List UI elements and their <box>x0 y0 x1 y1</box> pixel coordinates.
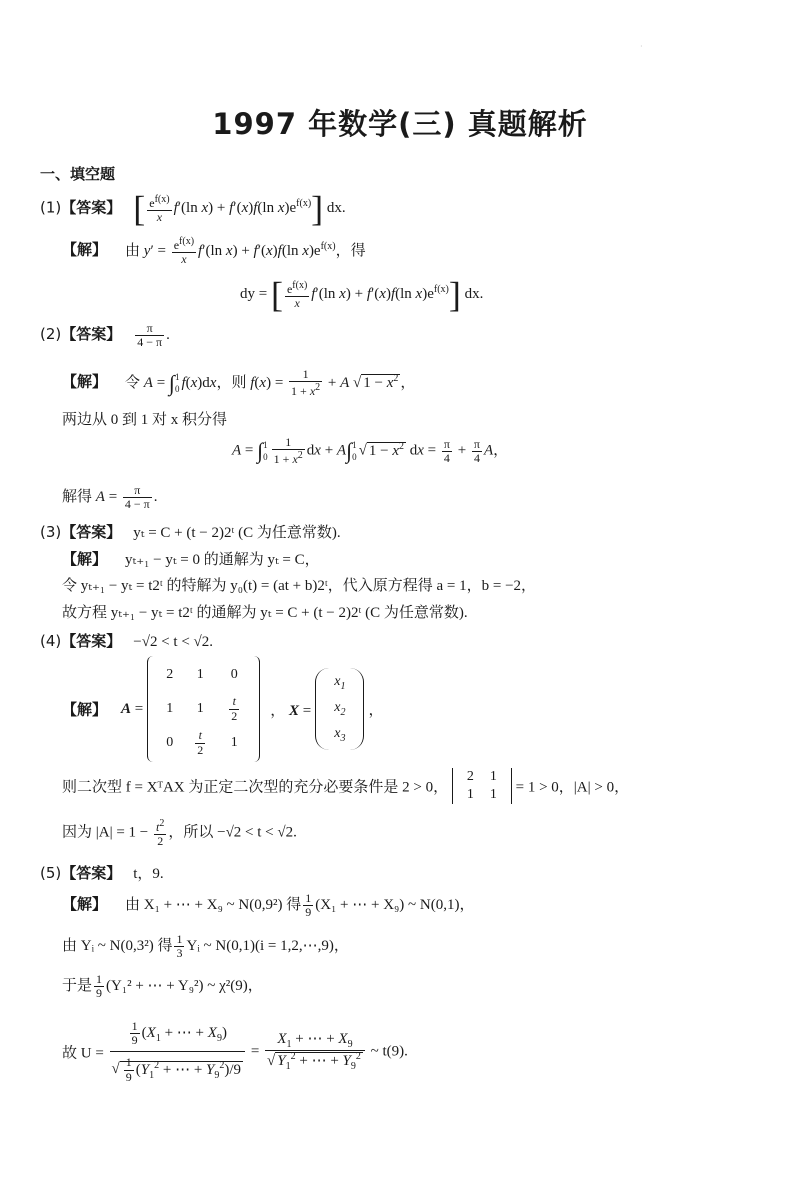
q4-condition-line: 则二次型 f = XᵀAX 为正定二次型的充分必要条件是 2 > 0， 2 1 1 1 = 1 > 0，|A| > 0， <box>62 769 630 802</box>
q5-number: (5) <box>40 864 62 882</box>
q4-number: (4) <box>40 632 62 650</box>
q2-answer-line <box>40 322 170 349</box>
q2-integral-eq: A = ∫1 0 $\frac{1}{1 + x^2}$ dx + A∫1 0 √ $1 - x^2$ dx = $\frac{\pi}{4}$ + $\frac{\pi}{4}$ A， <box>232 435 509 467</box>
q4-answer-text: −√2 < t < √2. <box>133 634 214 650</box>
q1-dy-line: dy = [ $\frac{e^{f(x)}}{x}$ f′(ln x) + f′(x)f(ln $x)e^{f(x)}$] dx. <box>240 275 484 315</box>
q5-solution-line2: 由 Yᵢ ~ N(0,3²) 得 $\frac{1}{3}$ Yᵢ ~ N(0,1)(i = 1,2,⋯,9)， <box>62 932 349 961</box>
q1-solution-label: 【解】 <box>62 240 108 259</box>
scan-speck: · <box>640 42 643 51</box>
section-heading: 一、填空题 <box>40 165 116 183</box>
q2-answer-expr: $\frac{\pi}{4 - \pi}$ . <box>137 321 170 350</box>
q5-solution-label: 【解】 <box>62 895 108 914</box>
q5-answer-text: t，9. <box>133 866 164 882</box>
q2-answer-label: 【答案】 <box>61 325 122 344</box>
q2-solution-label: 【解】 <box>62 372 108 391</box>
q4-matrix-line: 【解】 A = 2 1 0 1 1 $\frac{t}{2}$ 0 $\frac{t}{2}$ 1 ， X = $x_1$ $x_2$ $x_3$ ， <box>62 656 383 762</box>
q5-solution-line3: 于是 $\frac{1}{9}$ (Y₁² + ⋯ + Y₉²) ~ χ²(9)， <box>62 972 263 1001</box>
matrix-a: 2 1 0 1 1 $\frac{t}{2}$ 0 $\frac{t}{2}$ 1 <box>147 656 260 762</box>
q1-answer-expr: [ $\frac{e^{f(x)}}{x}$ f′(ln x) + f′(x)f(ln $x)e^{f(x)}$] dx. <box>133 189 346 229</box>
q1-answer-label: 【答案】 <box>61 198 122 217</box>
q1-answer-line <box>40 188 346 230</box>
q2-result: 解得 A = $\frac{\pi}{4 - \pi}$ . <box>62 483 158 512</box>
q5-solution-line4: 故 U = $\frac{1}{9}$ ($X_1$ + ⋯ + $X_9$) √ $\frac{1}{9}$ ($Y_1^2$ + ⋯ + $Y_9^2)/9$ = $\frac{X_1 + \cdots + X_9}{√ Y_1^2 + \cdots + Y_9^2}$ ~ t(9). <box>62 1019 408 1084</box>
q3-answer-text: yₜ = C + (t − 2)2ᵗ (C 为任意常数). <box>133 525 341 541</box>
q4-answer-label: 【答案】 <box>61 632 122 650</box>
q1-number: (1) <box>40 198 62 217</box>
q5-answer-label: 【答案】 <box>61 864 122 882</box>
q3-answer-line <box>40 521 341 542</box>
q3-number: (3) <box>40 523 62 541</box>
q3-solution-line3: 故方程 yₜ₊₁ − yₜ = t2ᵗ 的通解为 yₜ = C + (t − 2)2ᵗ (C 为任意常数). <box>62 605 468 621</box>
q4-solution-label: 【解】 <box>62 700 108 719</box>
q3-solution-label: 【解】 <box>62 550 108 568</box>
q2-solution-line: 【解】 令 A = ∫1 0 f(x)dx，则 f(x) = $\frac{1}{1 + x^2}$ + A √ $1 - x^2$ ， <box>62 367 416 399</box>
q1-solution-expr: 由 y′ = $\frac{e^{f(x)}}{x}$ f′(ln x) + f′(x)f(ln $x)e^{f(x)}$，得 <box>125 236 366 267</box>
page-title: 1997 年数学(三) 真题解析 <box>212 107 588 141</box>
q2-line2: 两边从 0 到 1 对 x 积分得 <box>62 412 228 428</box>
q5-simplified-fraction: $\frac{X_1 + \cdots + X_9}{√ Y_1^2 + \cdots + Y_9^2}$ <box>265 1031 365 1072</box>
q5-answer-line <box>40 862 164 883</box>
q3-solution-line1: 【解】 yₜ₊₁ − yₜ = 0 的通解为 yₜ = C， <box>62 550 320 568</box>
q1-solution-line <box>62 236 366 266</box>
q4-determinant: 2 1 1 1 <box>452 768 512 804</box>
vector-x: $x_1$ $x_2$ $x_3$ <box>315 668 364 750</box>
q4-answer-line <box>40 630 213 651</box>
q5-big-fraction: $\frac{1}{9}$ ($X_1$ + ⋯ + $X_9$) √ $\frac{1}{9}$ ($Y_1^2$ + ⋯ + $Y_9^2)/9$ <box>110 1020 246 1084</box>
q5-solution-line1: 【解】 由 X₁ + ⋯ + X₉ ~ N(0,9²) 得 $\frac{1}{9}$ (X₁ + ⋯ + X₉) ~ N(0,1)， <box>62 891 475 920</box>
q3-solution-line2: 令 yₜ₊₁ − yₜ = t2ᵗ 的特解为 y₀(t) = (at + b)2ᵗ，代入原方程得 a = 1，b = −2， <box>62 578 537 594</box>
q4-because-line: 因为 |A| = 1 − $\frac{t^2}{2}$ ，所以 −√2 < t < √2. <box>62 818 297 849</box>
q2-number: (2) <box>40 325 62 344</box>
q3-answer-label: 【答案】 <box>61 523 122 541</box>
